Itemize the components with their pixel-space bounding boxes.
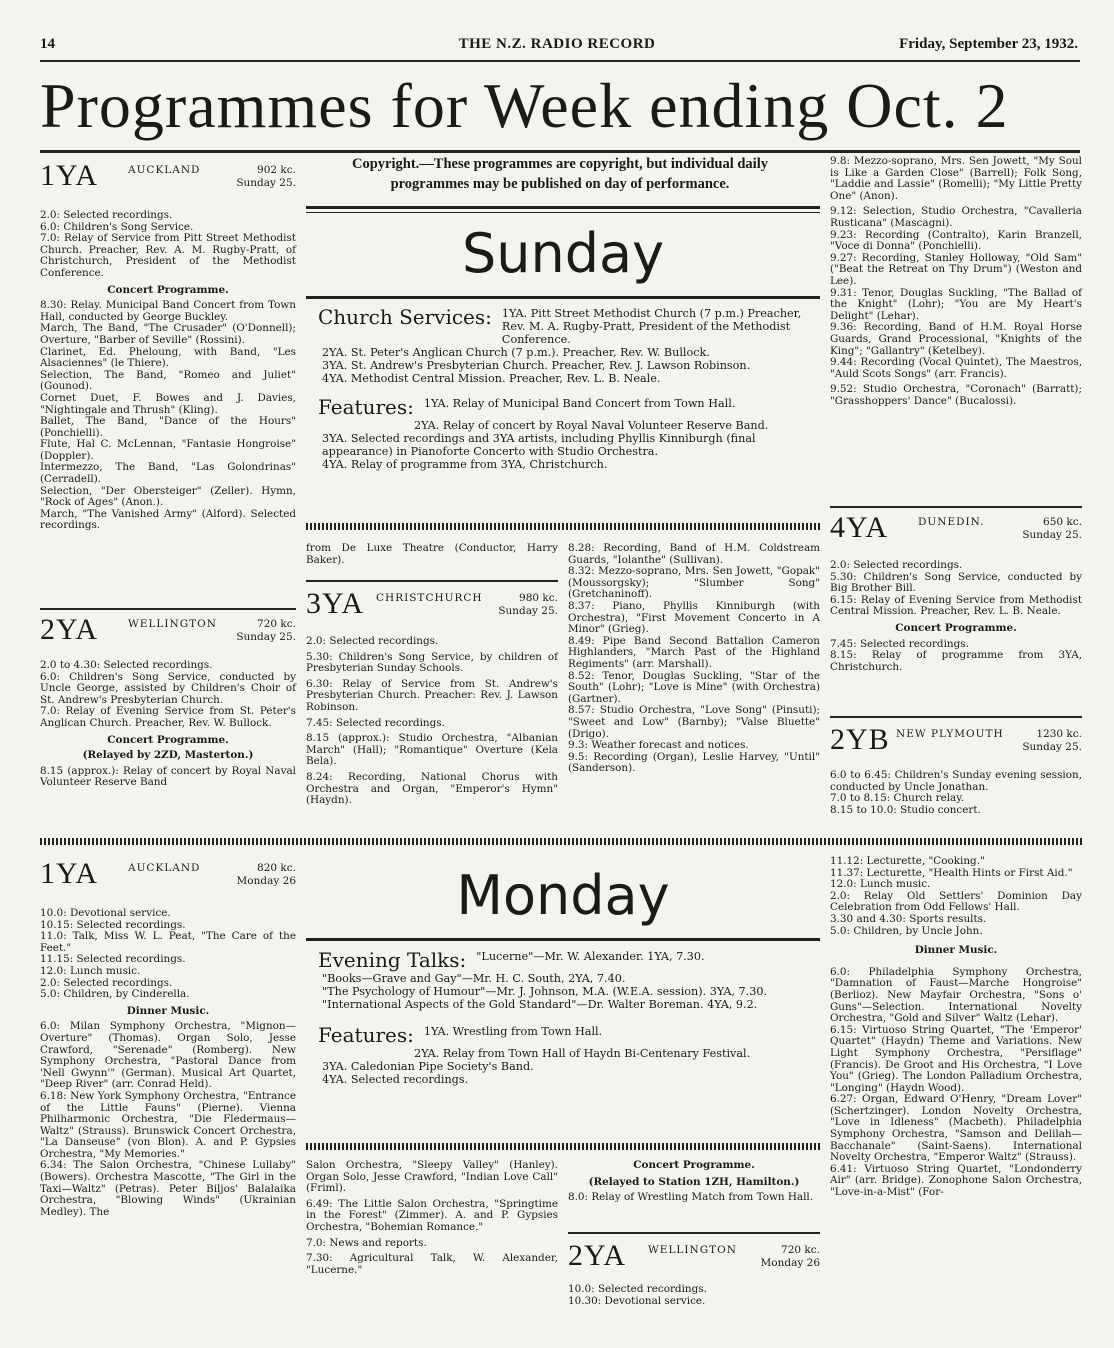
features-label: Features: xyxy=(318,1023,414,1047)
list-item: 8.37: Piano, Phyllis Kinniburgh (with Orchestra), "First Movement Concerto in A Minor" (Grieg). xyxy=(568,599,820,636)
list-item: "Lucerne"—Mr. W. Alexander. 1YA, 7.30. xyxy=(476,950,705,963)
sun-2ya-block xyxy=(40,614,296,789)
list-item: 2.0: Selected recordings. xyxy=(830,559,963,571)
station-header xyxy=(830,512,1082,552)
divider xyxy=(40,608,296,610)
list-item: 7.45: Selected recordings. xyxy=(830,637,969,650)
section-heading: (Relayed to Station 1ZH, Hamilton.) xyxy=(588,1175,800,1188)
list-item: 6.15: Relay of Evening Service from Methodist Central Mission. Preacher, Rev. L. B. Neale. xyxy=(830,593,1082,618)
section-heading: Dinner Music. xyxy=(126,1004,210,1017)
section-heading: Concert Programme. xyxy=(107,733,229,746)
station-call: 2YA xyxy=(568,1239,627,1272)
list-item: March, The Band, "The Crusader" (O'Donnell); Overture, "Barber of Seville" (Rossini). xyxy=(40,322,296,346)
list-item: Salon Orchestra, "Sleepy Valley" (Hanley). Organ Solo, Jesse Crawford, "Indian Love Call" (Friml). xyxy=(306,1159,558,1195)
list-item: 11.12: Lecturette, "Cooking." xyxy=(830,855,985,867)
sun-4ya-block xyxy=(830,512,1082,673)
station-frequency: 720 kc. xyxy=(781,1244,820,1256)
list-item: 5.30: Children's Song Service, by children of Presbyterian Sunday Schools. xyxy=(306,650,558,675)
list-item: 1YA. Pitt Street Methodist Church (7 p.m.) Preacher, Rev. M. A. Rugby-Pratt, President of the Methodist Conference. xyxy=(501,307,802,346)
section-heading: (Relayed by 2ZD, Masterton.) xyxy=(82,749,254,762)
list-item: 10.30: Devotional service. xyxy=(568,1294,706,1307)
list-item: 6.15: Virtuoso String Quartet, "The 'Emperor' Quartet" (Haydn) Theme and Variations. New Light Symphony Orchestra, "Persiflage" (Francis). De Groot and His Orchestra, "I Love You" (Grieg). The London Palladium Orchestra, "Longing" (Haydn Wood). xyxy=(830,1023,1082,1094)
station-frequency: 820 kc. xyxy=(257,862,296,874)
list-item: 9.27: Recording, Stanley Holloway, "Old Sam" ("Beat the Retreat on Thy Drum") (Weston and Lee). xyxy=(830,251,1082,287)
list-item: 2YA. Relay from Town Hall of Haydn Bi-Centenary Festival. xyxy=(414,1047,751,1060)
divider xyxy=(306,580,558,582)
station-day: Sunday 25. xyxy=(498,605,558,617)
list-item: 6.0: Children's Song Service. xyxy=(40,220,194,233)
list-item: March, "The Vanished Army" (Alford). Selected recordings. xyxy=(40,507,296,532)
mon-1ya-continued xyxy=(306,1160,558,1276)
list-item: 8.24: Recording, National Chorus with Orchestra and Organ, "Emperor's Hymn" (Haydn). xyxy=(306,770,558,807)
station-city: WELLINGTON xyxy=(648,1244,737,1256)
list-item: 11.0: Talk, Miss W. L. Peat, "The Care of the Feet." xyxy=(40,930,296,954)
station-header xyxy=(40,614,296,654)
station-frequency: 1230 kc. xyxy=(1036,728,1082,740)
list-item: 5.30: Children's Song Service, conducted by Big Brother Bill. xyxy=(830,570,1082,595)
list-item: 6.0: Philadelphia Symphony Orchestra, "Damnation of Faust—Marche Hongroise" (Berlioz). New Mayfair Orchestra, "Sons o' Guns"—Selection. International Novelty Orchestra, "Gold and Silver" Waltz (Lehar). xyxy=(830,965,1082,1025)
list-item: 4YA. Methodist Central Mission. Preacher, Rev. L. B. Neale. xyxy=(322,372,661,385)
list-item: Selection, "Der Obersteiger" (Zeller). Hymn, "Rock of Ages" (Anon.). xyxy=(40,484,296,509)
banner-rule xyxy=(40,150,1080,153)
list-item: 9.8: Mezzo-soprano, Mrs. Sen Jowett, "My Soul is Like a Garden Close" (Barrell); Folk Song, "Laddie and Lassie" (Romelli); "My Little Pretty One" (Anon). xyxy=(830,155,1082,202)
station-day: Sunday 25. xyxy=(1022,529,1082,541)
divider xyxy=(830,716,1082,718)
station-header xyxy=(40,858,296,898)
station-frequency: 980 kc. xyxy=(519,592,558,604)
divider xyxy=(306,212,820,213)
section-heading: Concert Programme. xyxy=(633,1159,755,1171)
sun-3ya-block xyxy=(306,588,558,807)
station-call: 2YA xyxy=(40,613,99,646)
list-item: 4YA. Selected recordings. xyxy=(322,1073,469,1086)
station-frequency: 650 kc. xyxy=(1043,516,1082,528)
list-item: 7.0: Relay of Evening Service from St. Peter's Anglican Church. Preacher, Rev. W. Bullock. xyxy=(40,705,296,729)
list-item: 3YA. Caledonian Pipe Society's Band. xyxy=(322,1060,534,1073)
station-city: DUNEDIN. xyxy=(918,516,985,528)
publication-title: THE N.Z. RADIO RECORD xyxy=(458,36,656,52)
list-item: 9.52: Studio Orchestra, "Coronach" (Barratt); "Grasshoppers' Dance" (Bucalossi). xyxy=(830,383,1082,407)
list-item: 1YA. Wrestling from Town Hall. xyxy=(423,1025,603,1038)
list-item: Flute, Hal C. McLennan, "Fantasie Hongroise" (Doppler). xyxy=(40,438,296,462)
station-day: Monday 26 xyxy=(236,875,296,887)
mon-1ya-block xyxy=(40,858,296,1218)
divider xyxy=(568,1232,820,1234)
divider xyxy=(830,506,1082,508)
list-item: 5.0: Children, by Uncle John. xyxy=(830,924,983,937)
sun-3ya-right xyxy=(830,156,1082,407)
list-item: 6.0 to 6.45: Children's Sunday evening session, conducted by Uncle Jonathan. xyxy=(830,769,1082,793)
station-frequency: 720 kc. xyxy=(257,618,296,630)
list-item: 8.15: Relay of programme from 3YA, Christchurch. xyxy=(830,649,1082,673)
list-item: 1YA. Relay of Municipal Band Concert from Town Hall. xyxy=(423,397,736,410)
copyright-line: programmes may be published on day of performance. xyxy=(390,176,730,192)
day-heading-monday: Monday xyxy=(456,864,670,927)
list-item: 2.0 to 4.30: Selected recordings. xyxy=(40,659,213,671)
list-item: 6.0: Milan Symphony Orchestra, "Mignon—Overture" (Thomas). Organ Solo, Jesse Crawford, "Serenade" (Romberg). New Symphony Orchestra, "Pastoral Dance from 'Nell Gwynn'" (German). Musical Art Quartet, "Deep River" (arr. Conrad Held). xyxy=(40,1020,296,1091)
issue-date: Friday, September 23, 1932. xyxy=(899,36,1078,52)
station-city: AUCKLAND xyxy=(128,862,201,874)
programme-text xyxy=(568,1284,820,1307)
list-item: 6.49: The Little Salon Orchestra, "Springtime in the Forest" (Zimmer). A. and P. Gypsies Orchestra, "Bohemian Romance." xyxy=(306,1197,558,1233)
list-item: 9.44: Recording (Vocal Quintet), The Maestros, "Auld Scots Songs" (arr. Francis). xyxy=(830,356,1082,380)
list-item: 3YA. Selected recordings and 3YA artists, including Phyllis Kinniburgh (final appearance) in Pianoforte Concerto with Studio Orchestra. xyxy=(322,432,756,458)
list-item: 8.52: Tenor, Douglas Suckling, "Star of the South" (Lohr); "Love is Mine" (with Orchestra) (Gartner). xyxy=(568,669,820,705)
list-item: 10.0: Devotional service. xyxy=(40,907,171,919)
list-item: Cornet Duet, F. Bowes and J. Davies, "Nightingale and Thrush" (Kling). xyxy=(40,391,296,416)
list-item: 8.30: Relay. Municipal Band Concert from Town Hall, conducted by George Buckley. xyxy=(40,299,296,323)
divider xyxy=(306,938,820,941)
station-header xyxy=(306,588,558,628)
copyright-line: Copyright.—These programmes are copyright, but individual daily xyxy=(352,156,768,172)
list-item: 7.0: Relay of Service from Pitt Street Methodist Church. Preacher, Rev. A. M. Rugby-Pratt, of Christchurch, President of the Methodist Conference. xyxy=(40,232,296,279)
station-call: 1YA xyxy=(40,857,99,890)
list-item: Ballet, The Band, "Dance of the Hours" (Ponchielli). xyxy=(40,415,296,439)
list-item: 9.3: Weather forecast and notices. xyxy=(568,739,749,752)
list-item: 10.0: Selected recordings. xyxy=(568,1283,707,1295)
list-item: 8.0: Relay of Wrestling Match from Town Hall. xyxy=(568,1191,814,1204)
list-item: 2.0: Selected recordings. xyxy=(40,209,173,221)
list-item: "International Aspects of the Gold Standard"—Dr. Walter Boreman. 4YA, 9.2. xyxy=(322,998,758,1011)
sun-2yb-block xyxy=(830,724,1082,816)
mon-2ya-block xyxy=(568,1240,820,1307)
list-item: 7.30: Agricultural Talk, W. Alexander, "Lucerne." xyxy=(306,1252,558,1276)
banner-title: Programmes for Week ending Oct. 2 xyxy=(40,70,1009,141)
programme-text xyxy=(830,560,1082,673)
list-item: 7.45: Selected recordings. xyxy=(306,716,445,729)
station-city: CHRISTCHURCH xyxy=(376,592,483,604)
list-item: 6.34: The Salon Orchestra, "Chinese Lullaby" (Bowers). Orchestra Mascotte, "The Girl in the Taxi—Waltz" (Petras). Peter Biljos' Balalaika Orchestra, "Blowing Winds" (Ukrainian Medley). The xyxy=(40,1159,296,1218)
list-item: Clarinet, Ed. Pheloung, with Band, "Les Alsaciennes" (le Thiere). xyxy=(40,345,296,370)
divider xyxy=(306,206,820,209)
programme-text xyxy=(306,636,558,807)
sun-1ya-block xyxy=(40,160,296,532)
list-item: 8.49: Pipe Band Second Battalion Cameron Highlanders, "March Past of the Highland Regiments" (arr. Marshall). xyxy=(568,634,820,670)
mon-1ya-concert xyxy=(568,1160,820,1204)
list-item: 6.18: New York Symphony Orchestra, "Entrance of the Little Fauns" (Pierne). Vienna Philharmonic Orchestra, "Die Fledermaus—Waltz" (Strauss). Brunswick Concert Orchestra, "La Danseuse" (von Blon). A. and P. Gypsies Orchestra, "My Memories." xyxy=(40,1089,296,1160)
list-item: 2.0: Selected recordings. xyxy=(306,635,439,647)
programme-text xyxy=(40,908,296,1218)
station-city: NEW PLYMOUTH xyxy=(896,728,1004,740)
list-item: 10.15: Selected recordings. xyxy=(40,918,186,931)
list-item: Selection, The Band, "Romeo and Juliet" (Gounod). xyxy=(40,368,296,393)
dashed-divider xyxy=(306,523,820,530)
sun-3ya-pre xyxy=(306,543,558,566)
header-rule xyxy=(40,60,1080,62)
list-item: 12.0: Lunch music. xyxy=(830,878,931,891)
dashed-divider xyxy=(40,838,1082,845)
list-item: 2YA. Relay of concert by Royal Naval Volunteer Reserve Band. xyxy=(414,419,769,432)
list-item: 2.0: Selected recordings. xyxy=(40,976,173,989)
list-item: 8.57: Studio Orchestra, "Love Song" (Pinsuti); "Sweet and Low" (Barnby); "Valse Bluette" (Drigo). xyxy=(568,704,820,740)
list-item: 4YA. Relay of programme from 3YA, Christchurch. xyxy=(322,458,608,471)
list-item: 8.32: Mezzo-soprano, Mrs. Sen Jowett, "Gopak" (Moussorgsky); "Slumber Song" (Gretchaninoff). xyxy=(568,565,820,601)
list-item: 6.0: Children's Song Service, conducted by Uncle George, assisted by Children's Choir of St. Andrew's Presbyterian Church. xyxy=(40,670,296,706)
station-day: Sunday 25. xyxy=(1022,741,1082,753)
list-item: 6.41: Virtuoso String Quartet, "Londonderry Air" (arr. Bridge). Zonophone Salon Orchestra, "Love-in-a-Mist" (For- xyxy=(830,1162,1082,1199)
mon-2ya-continued xyxy=(830,856,1082,1199)
church-services xyxy=(318,305,818,471)
day-heading-sunday: Sunday xyxy=(461,222,665,285)
features-label: Features: xyxy=(318,395,414,419)
list-item: "The Psychology of Humour"—Mr. J. Johnson, M.A. (W.E.A. session). 3YA, 7.30. xyxy=(322,985,768,998)
list-item: Intermezzo, The Band, "Las Golondrinas" (Cerradell). xyxy=(40,461,296,486)
church-label: Church Services: xyxy=(318,305,492,329)
station-city: AUCKLAND xyxy=(128,164,201,176)
list-item: 11.15: Selected recordings. xyxy=(40,953,186,966)
station-call: 4YA xyxy=(830,511,889,544)
section-heading: Concert Programme. xyxy=(895,621,1017,634)
station-day: Monday 26 xyxy=(760,1257,820,1269)
list-item: 9.23: Recording (Contralto), Karin Branzell, "Voce di Donna" (Ponchielli). xyxy=(830,228,1082,253)
list-item: 5.0: Children, by Cinderella. xyxy=(40,988,190,1001)
list-item: 6.27: Organ, Edward O'Henry, "Dream Lover" (Schertzinger). London Novelty Orchestra, "Love in Idleness" (Macbeth). Philadelphia Symphony Orchestra, "Samson and Delilah—Bacchanale" (Saint-Saens). International Novelty Orchestra, "Emperor Waltz" (Strauss). xyxy=(830,1093,1082,1164)
station-call: 3YA xyxy=(306,587,365,620)
list-item: 6.30: Relay of Service from St. Andrew's Presbyterian Church. Preacher: Rev. J. Lawson Robinson. xyxy=(306,677,558,713)
list-item: 9.5: Recording (Organ), Leslie Harvey, "Until" (Sanderson). xyxy=(568,750,820,775)
station-call: 1YA xyxy=(40,159,99,192)
list-item: 8.15 (approx.): Studio Orchestra, "Albanian March" (Hall); "Romantique" Overture (Kela Bela). xyxy=(306,732,558,768)
list-item: 9.31: Tenor, Douglas Suckling, "The Ballad of the Knight" (Lohr); "You are My Heart's Delight" (Lehar). xyxy=(830,286,1082,322)
list-item: "Books—Grave and Gay"—Mr. H. C. South, 2YA, 7.40. xyxy=(322,972,626,985)
list-item: 2.0: Relay Old Settlers' Dominion Day Celebration from Odd Fellows' Hall. xyxy=(830,889,1082,914)
programme-text xyxy=(830,770,1082,816)
list-item: 9.12: Selection, Studio Orchestra, "Cavalleria Rusticana" (Mascagni). xyxy=(830,205,1082,229)
programme-text xyxy=(40,660,296,789)
station-call: 2YB xyxy=(830,723,890,756)
talks-label: Evening Talks: xyxy=(318,948,467,972)
station-city: WELLINGTON xyxy=(128,618,217,630)
section-heading: Dinner Music. xyxy=(914,944,998,957)
list-item: 9.36: Recording, Band of H.M. Royal Horse Guards, Grand Processional, "Knights of the King"; "Gallantry" (Ketelbey). xyxy=(830,321,1082,357)
station-day: Sunday 25. xyxy=(236,631,296,643)
page-number: 14 xyxy=(40,36,55,52)
copyright-notice xyxy=(300,154,820,194)
list-item: 7.0: News and reports. xyxy=(306,1236,427,1249)
list-item: 8.15 to 10.0: Studio concert. xyxy=(830,803,981,816)
list-item: 3.30 and 4.30: Sports results. xyxy=(830,912,987,925)
station-header xyxy=(830,724,1082,764)
station-frequency: 902 kc. xyxy=(257,164,296,176)
list-item: 2YA. St. Peter's Anglican Church (7 p.m.). Preacher, Rev. W. Bullock. xyxy=(322,346,710,359)
station-header xyxy=(40,160,296,200)
list-item: 8.28: Recording, Band of H.M. Coldstream Guards, "Iolanthe" (Sullivan). xyxy=(568,542,820,566)
evening-talks xyxy=(318,948,818,1086)
programme-text xyxy=(40,210,296,532)
dashed-divider xyxy=(306,1143,820,1150)
sun-3ya-continued xyxy=(568,543,820,775)
list-item: from De Luxe Theatre (Conductor, Harry Baker). xyxy=(306,542,558,566)
station-header xyxy=(568,1240,820,1280)
divider xyxy=(306,296,820,299)
list-item: 7.0 to 8.15: Church relay. xyxy=(830,792,965,805)
list-item: 12.0: Lunch music. xyxy=(40,964,141,977)
station-day: Sunday 25. xyxy=(236,177,296,189)
section-heading: Concert Programme. xyxy=(107,283,229,296)
list-item: 3YA. St. Andrew's Presbyterian Church. Preacher, Rev. J. Lawson Robinson. xyxy=(322,359,751,372)
list-item: 11.37: Lecturette, "Health Hints or First Aid." xyxy=(830,866,1073,879)
list-item: 8.15 (approx.): Relay of concert by Royal Naval Volunteer Reserve Band xyxy=(40,764,296,789)
